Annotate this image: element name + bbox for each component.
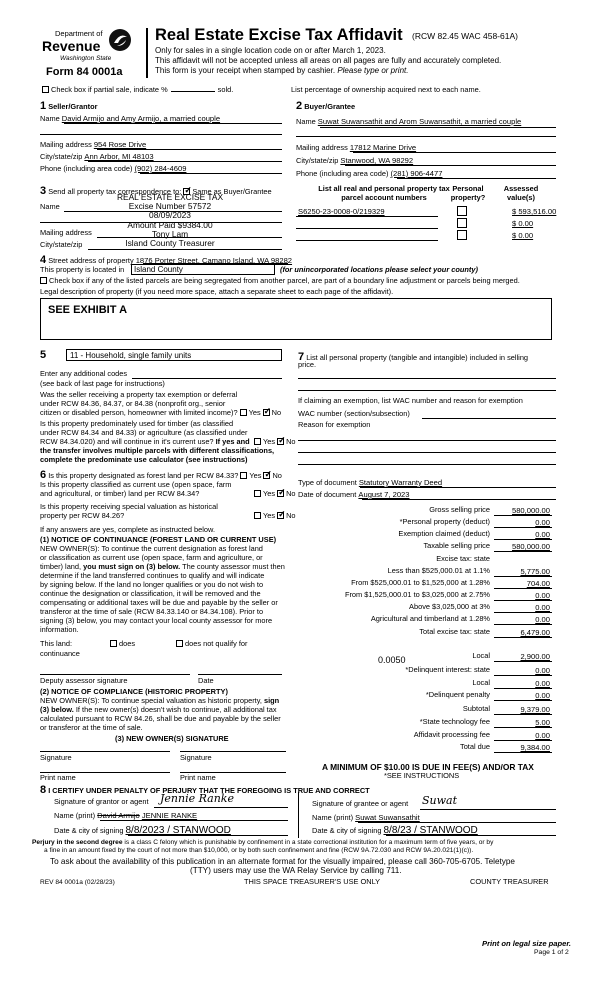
sec7-label2: price. <box>298 360 317 369</box>
partial-sale-row: Check box if partial sale, indicate % sold. <box>40 86 233 95</box>
seller-name[interactable]: David Armijo and Amy Armijo, a married couple <box>61 114 221 123</box>
print-name-label-2: Print name <box>180 773 216 782</box>
county-select[interactable]: Island County <box>131 264 275 275</box>
seller-name-row: Name David Armijo and Amy Armijo, a married couple <box>40 114 221 123</box>
wac-line <box>422 418 556 419</box>
dept-line3: Washington State <box>60 55 112 62</box>
doc-type[interactable]: Statutory Warranty Deed <box>358 478 443 487</box>
tax-row-value[interactable]: 6,479.00 <box>520 628 550 637</box>
tax-row-line <box>494 527 552 528</box>
tax-row-label: Affidavit processing fee <box>413 730 490 739</box>
buyer-name-row: Name Suwat Suwansathit and Arom Suwansathit, a married couple <box>296 117 522 126</box>
reason-line <box>298 464 556 465</box>
tax-row-line <box>494 700 552 701</box>
does-checkbox[interactable] <box>110 640 117 647</box>
s6-q3a: Is this property receiving special valuation as historical <box>40 502 218 511</box>
sec7-label: 7 List all personal property (tangible and intangible) included in selling <box>298 351 529 363</box>
rev-number: REV 84 0001a (02/28/23) <box>40 879 115 886</box>
buyer-city-row: City/state/zip Stanwood, WA 98292 <box>296 156 414 165</box>
tax-row-label: Excise tax: state <box>436 554 490 563</box>
q1a: Was the seller receiving a property tax exemption or deferral <box>40 390 238 399</box>
n1c: timber) land, you must sign on (3) below. The county assessor must then <box>40 562 285 571</box>
parcels-h5: Assessed <box>503 184 539 193</box>
tax-row-value[interactable]: 2,900.00 <box>520 652 550 661</box>
historic-yes-checkbox[interactable] <box>254 512 261 519</box>
signature-label-2: Signature <box>180 753 212 762</box>
seller-mail-line <box>97 149 282 150</box>
tax-row-label: Subtotal <box>462 704 490 713</box>
grantor-sig-line <box>154 807 288 808</box>
grantor-name-row: Name (print) David Armijo JENNIE RANKE <box>54 811 198 820</box>
buyer-phone-line <box>397 178 556 179</box>
tax-row-label: From $1,525,000.01 to $3,025,000 at 2.75% <box>344 590 490 599</box>
tax-row-value[interactable]: 0.00 <box>535 615 550 624</box>
forest-no-checkbox[interactable] <box>263 472 270 479</box>
treasurer-only: THIS SPACE TREASURER'S USE ONLY <box>244 877 381 886</box>
wac-label: WAC number (section/subsection) <box>298 409 410 418</box>
tax-row-value[interactable]: 580,000.00 <box>511 506 550 515</box>
exempt-label: If claiming an exemption, list WAC number and reason for exemption <box>298 396 523 405</box>
tax-row-line <box>494 624 552 625</box>
seller-phone[interactable]: (902) 284-4609 <box>134 164 187 173</box>
buyer-city-line <box>345 165 556 166</box>
see-back: (see back of last page for instructions) <box>40 379 165 388</box>
tax-row-value[interactable]: 5,775.00 <box>520 567 550 576</box>
dept-revenue: Revenue <box>42 38 101 54</box>
grantee-date-row: Date & city of signing 8/8/23 / STANWOOD <box>312 825 478 836</box>
partial-sale-checkbox[interactable] <box>42 86 49 93</box>
n1d: determine if the land transferred continues to qualify and will indicate <box>40 571 265 580</box>
assessed-value[interactable]: $ 593,516.00 <box>512 207 557 216</box>
form-rcw: (RCW 82.45 WAC 458-61A) <box>412 31 518 41</box>
tax-row-value[interactable]: 9,379.00 <box>520 705 550 714</box>
n1e: by signing below. If the land no longer qualifies or you do not wish to <box>40 580 264 589</box>
legal-text: SEE EXHIBIT A <box>48 304 128 316</box>
sec4-located-label: This property is located in <box>40 265 125 274</box>
tax-row-value[interactable]: 580,000.00 <box>511 542 550 551</box>
tax-row-value[interactable]: 0.00 <box>535 591 550 600</box>
tax-row-line <box>494 539 552 540</box>
sec3-city-line <box>88 249 282 250</box>
seller-heading: 1 Seller/Grantor <box>40 100 98 112</box>
personal-prop-line <box>298 390 556 391</box>
this-land-row: This land: <box>40 639 73 648</box>
minimum-note: A MINIMUM OF $10.00 IS DUE IN FEE(S) AND/OR TAX <box>322 762 534 772</box>
parcels-h1: List all real and personal property tax <box>318 184 450 193</box>
tax-row-label: Exemption claimed (deduct) <box>398 529 490 538</box>
tax-row-value[interactable]: 0.00 <box>535 603 550 612</box>
tax-row-label: *Personal property (deduct) <box>399 517 490 526</box>
grantor-date-city[interactable]: 8/8/2023 / STANWOOD <box>125 825 231 836</box>
tax-row-label: From $525,000.01 to $1,525,000 at 1.28% <box>351 578 490 587</box>
form-title: Real Estate Excise Tax Affidavit <box>155 26 403 44</box>
q1c: citizen or disabled person, homeowner with limited income)? Yes✓ No <box>40 409 281 418</box>
n3-heading: (3) NEW OWNER(S) SIGNATURE <box>115 734 229 743</box>
does-not-option: does not qualify for <box>174 640 247 649</box>
sec3-name-label: Name <box>40 202 60 211</box>
seller-phone-line <box>140 173 282 174</box>
deputy-sig-line <box>40 674 190 675</box>
tax-row-label: *Delinquent penalty <box>425 690 490 699</box>
tax-row-line <box>494 727 552 728</box>
grantor-signature[interactable]: Jennie Ranke <box>160 792 234 805</box>
personal-prop-checkbox[interactable] <box>457 206 467 219</box>
tax-row-label: Total excise tax: state <box>419 627 490 636</box>
seller-mail[interactable]: 954 Rose Drive <box>93 140 147 149</box>
access-line1: To ask about the availability of this publication in an alternate format for the visually impaired, please call 360-705-6705. Teletype <box>50 857 515 866</box>
n1g: compensating or additional taxes will be due and payable by the seller or <box>40 598 278 607</box>
tax-row-line <box>494 515 552 516</box>
grantor-agent-name[interactable]: JENNIE RANKE <box>141 811 198 820</box>
deputy-label: Deputy assessor signature <box>40 676 128 685</box>
s6-q1: 6 Is this property designated as forest land per RCW 84.33? Yes✓ No <box>40 469 282 482</box>
tax-row-value[interactable]: 0.00 <box>535 518 550 527</box>
seller-mail-row: Mailing address 954 Rose Drive <box>40 140 147 149</box>
parcel-line <box>296 228 438 229</box>
sec4-street-row: 4 Street address of property 1876 Porter Street, Camano Island, WA 98282 <box>40 254 293 266</box>
page-number: Page 1 of 2 <box>534 949 569 956</box>
sec3-mail-label: Mailing address <box>40 228 92 237</box>
assessed-value[interactable]: $ 0.00 <box>512 219 534 228</box>
doc-date[interactable]: August 7, 2023 <box>358 490 410 499</box>
assessed-value[interactable]: $ 0.00 <box>512 231 534 240</box>
perjury-line1: Perjury in the second degree is a class C felony which is punishable by confinement in a state correctional institution for a maximum term of five years, or by <box>32 839 494 846</box>
q2c: RCW 84.34.020) and will continue in it's current use? If yes and <box>40 437 250 446</box>
revenue-logo-icon <box>108 28 132 52</box>
tax-row-line <box>494 612 552 613</box>
tax-row-line <box>494 688 552 689</box>
s6-q2b: and agricultural, or timber) land per RCW 84.34? <box>40 489 200 498</box>
tax-row-value[interactable]: 0.00 <box>535 731 550 740</box>
n2d: or transferor at the time of sale. <box>40 723 143 732</box>
local-rate: 0.0050 <box>378 655 406 665</box>
sig-divider <box>298 792 299 838</box>
does-option: does <box>108 640 135 649</box>
q2-no-checkbox[interactable] <box>277 438 284 445</box>
reason-label: Reason for exemption <box>298 420 371 429</box>
personal-prop-checkbox[interactable] <box>457 218 467 231</box>
perjury-line2: a fine in an amount fixed by the court of not more than $10,000, or by both such confinement and fine (RCW 9A.72.030 and RCW 9A.20.021(1)(c)). <box>44 847 474 854</box>
form-number: Form 84 0001a <box>46 66 123 78</box>
doc-type-row: Type of document Statutory Warranty Deed <box>298 478 443 487</box>
buyer-heading: 2 Buyer/Grantee <box>296 100 356 112</box>
n2c: calculated pursuant to RCW 84.26, shall be due and payable by the seller <box>40 714 281 723</box>
buyer-mail[interactable]: 17812 Marine Drive <box>349 143 417 152</box>
grantor-date-row: Date & city of signing 8/8/2023 / STANWOOD <box>54 825 231 836</box>
s6-q3b: property per RCW 84.26? <box>40 511 125 520</box>
q2f: complete the predominate use calculator (see instructions) <box>40 455 248 464</box>
segregate-checkbox[interactable] <box>40 277 47 284</box>
seller-city-line <box>88 161 282 162</box>
doc-date-line <box>362 499 556 500</box>
s6-q3-yesno: Yes✓ No <box>252 512 296 521</box>
tax-row-line <box>494 576 552 577</box>
legal-label: Legal description of property (if you need more space, attach a separate sheet to each page of the affidavit). <box>40 287 394 296</box>
tax-row-line <box>494 637 552 638</box>
seller-city[interactable]: Ann Arbor, MI 48103 <box>84 152 154 161</box>
reason-line <box>298 440 556 441</box>
signature-label: Signature <box>40 753 72 762</box>
county-treasurer: COUNTY TREASURER <box>470 877 549 886</box>
personal-prop-line <box>298 378 556 379</box>
q1-yes-checkbox[interactable] <box>240 409 247 416</box>
tax-row-line <box>494 752 552 753</box>
tax-row-value[interactable]: 9,384.00 <box>520 743 550 752</box>
forest-yes-checkbox[interactable] <box>240 472 247 479</box>
grantee-signature[interactable]: Suwat <box>422 794 458 807</box>
property-street[interactable]: 1876 Porter Street, Camano Island, WA 98282 <box>135 256 293 265</box>
tax-row-label: *State technology fee <box>419 717 490 726</box>
n1j: information. <box>40 625 79 634</box>
q2-yes-checkbox[interactable] <box>254 438 261 445</box>
grantee-name-row: Name (print) Suwat Suwansathit <box>312 813 420 822</box>
tax-row-label: Local <box>472 678 490 687</box>
tax-row-label: *Delinquent interest: state <box>405 665 490 674</box>
s6-q2a: Is this property classified as current use (open space, farm <box>40 480 232 489</box>
owner-sig-line-2 <box>180 751 286 752</box>
grantee-date-city[interactable]: 8/8/23 / STANWOOD <box>383 825 478 836</box>
tax-row-line <box>494 551 552 552</box>
q1b: under RCW 84.36, 84.37, or 84.38 (nonprofit org., senior <box>40 399 226 408</box>
segregate-row: Check box if any of the listed parcels are being segregated from another parcel, are part of a boundary line adjustment or parcels being merged. <box>40 277 520 286</box>
buyer-city[interactable]: Stanwood, WA 98292 <box>340 156 414 165</box>
tax-row-line <box>494 588 552 589</box>
deputy-date-label: Date <box>198 676 214 685</box>
grantor-name[interactable]: David Armijo <box>97 811 140 820</box>
percent-note: List percentage of ownership acquired next to each name. <box>291 85 481 94</box>
legal-size-note: Print on legal size paper. <box>482 939 572 948</box>
s6-ifyes: If any answers are yes, complete as instructed below. <box>40 525 215 534</box>
tax-row-label: Taxable selling price <box>423 541 490 550</box>
q2b: under RCW 84.34 and 84.33) or agriculture (as classified under <box>40 428 248 437</box>
parcel-number[interactable]: S6250-23-0008-0/219329 <box>298 207 385 216</box>
tax-row-line <box>494 740 552 741</box>
parcels-h2: parcel account numbers <box>341 193 427 202</box>
tax-row-label: Above $3,025,000 at 3% <box>409 602 490 611</box>
buyer-name[interactable]: Suwat Suwansathit and Arom Suwansathit, a married couple <box>317 117 522 126</box>
tax-row-line <box>494 714 552 715</box>
parcels-h3: Personal <box>452 184 484 193</box>
buyer-name-line <box>320 127 556 128</box>
grantee-sig-line <box>420 809 556 810</box>
tax-row-label: Agricultural and timberland at 1.28% <box>370 614 490 623</box>
personal-prop-checkbox[interactable] <box>457 230 467 243</box>
deputy-date-line <box>198 674 282 675</box>
current-use-yes-checkbox[interactable] <box>254 490 261 497</box>
n1i: signing (3) below, you may contact your local county assessor for more <box>40 616 273 625</box>
tax-row-label: Gross selling price <box>429 505 490 514</box>
seller-phone-row: Phone (including area code) (902) 284-4609 <box>40 164 187 173</box>
tax-row-line <box>494 675 552 676</box>
buyer-phone[interactable]: (281) 906-4477 <box>390 169 443 178</box>
buyer-blank-line <box>296 136 556 137</box>
tax-row-value[interactable]: 0.00 <box>535 530 550 539</box>
parcels-h4: property? <box>450 193 486 202</box>
parcel-line <box>296 240 438 241</box>
tax-row-label: Local <box>472 651 490 660</box>
access-line2: (TTY) users may use the WA Relay Service by calling 711. <box>190 866 402 875</box>
addl-codes-label: Enter any additional codes <box>40 369 128 378</box>
n1h2: transferor at the time of sale (RCW 84.33.140 or 84.34.108). Prior to <box>40 607 264 616</box>
certify-row: 8 I CERTIFY UNDER PENALTY OF PERJURY THAT THE FOREGOING IS TRUE AND CORRECT <box>40 784 370 796</box>
header-divider <box>146 28 148 78</box>
header-sub1: Only for sales in a single location code on or after March 1, 2023. <box>155 46 386 55</box>
doc-date-row: Date of document August 7, 2023 <box>298 490 410 499</box>
q1-no-checkbox[interactable] <box>263 409 270 416</box>
tax-row-value[interactable]: 0.00 <box>535 679 550 688</box>
n1b: or classification as current use (open space, farm and agriculture, or <box>40 553 263 562</box>
continuance-label: continuance <box>40 649 80 658</box>
historic-no-checkbox[interactable] <box>277 512 284 519</box>
seller-city-row: City/state/zip Ann Arbor, MI 48103 <box>40 152 154 161</box>
tax-row-label: Total due <box>460 742 490 751</box>
n2a: NEW OWNER(S): To continue special valuation as historic property, sign <box>40 696 280 705</box>
tax-row-label: Less than $525,000.01 at 1.1% <box>387 566 490 575</box>
owner-sig-line <box>40 751 170 752</box>
buyer-mail-line <box>353 152 556 153</box>
see-instructions: *SEE INSTRUCTIONS <box>384 771 460 780</box>
seller-name-line <box>64 123 282 124</box>
sec5-num: 5 <box>40 349 47 361</box>
n1-heading: (1) NOTICE OF CONTINUANCE (FOREST LAND OR CURRENT USE) <box>40 535 277 544</box>
buyer-mail-row: Mailing address 17812 Marine Drive <box>296 143 417 152</box>
q2e: the transfer involves multiple parcels with different classifications, <box>40 446 275 455</box>
q2a: Is this property predominately used for timber (as classified <box>40 419 234 428</box>
tax-row-line <box>494 661 552 662</box>
sec3-heading: 3 Send all property tax correspondence to:✓ Same as Buyer/Grantee <box>40 185 272 198</box>
tax-row-value[interactable]: 0.00 <box>535 691 550 700</box>
seller-blank-line <box>40 134 282 135</box>
n1f: continue the designation or classification, it will be removed and the <box>40 589 261 598</box>
tax-row-line <box>494 600 552 601</box>
n2b: (3) below. If the new owner(s) doesn't wish to continue, all additional tax <box>40 705 277 714</box>
sec3-city-label: City/state/zip <box>40 240 83 249</box>
grantee-name[interactable]: Suwat Suwansathit <box>355 813 420 822</box>
grantor-date-line <box>128 835 288 836</box>
doc-type-line <box>360 487 556 488</box>
current-use-no-checkbox[interactable] <box>277 490 284 497</box>
n1a: NEW OWNER(S): To continue the current designation as forest land <box>40 544 263 553</box>
grantor-sig-label: Signature of grantor or agent <box>54 797 149 806</box>
reason-line <box>298 452 556 453</box>
parcels-h6: value(s) <box>507 193 535 202</box>
q2-yesno: Yes✓ No <box>252 438 296 447</box>
header-sub3: This form is your receipt when stamped by cashier. Please type or print. <box>155 66 409 75</box>
grantor-name-line <box>100 820 288 821</box>
grantee-name-line <box>358 822 556 823</box>
located-note: (for unincorporated locations please select your county) <box>280 265 478 274</box>
n2-heading: (2) NOTICE OF COMPLIANCE (HISTORIC PROPERTY) <box>40 687 228 696</box>
parcel-line <box>296 216 438 217</box>
dept-line1: Department of <box>55 29 103 38</box>
tax-row-value[interactable]: 0.00 <box>535 666 550 675</box>
grantee-date-line <box>386 835 556 836</box>
tax-row-value[interactable]: 5.00 <box>535 718 550 727</box>
use-code-select[interactable]: 11 - Household, single family units <box>66 349 282 361</box>
print-name-label: Print name <box>40 773 76 782</box>
header-sub2: This affidavit will not be accepted unless all areas on all pages are fully and accurately completed. <box>155 56 502 65</box>
buyer-phone-row: Phone (including area code) (281) 906-4477 <box>296 169 443 178</box>
tax-row-value[interactable]: 704.00 <box>526 579 550 588</box>
treasurer-stamp: REAL ESTATE EXCISE TAX Excise Number 57572 08/09/2023 Amount Paid $9384.00 Tony Lam Island County Treasurer <box>116 192 224 249</box>
does-not-checkbox[interactable] <box>176 640 183 647</box>
s6-q2-yesno: Yes✓ No <box>252 490 296 499</box>
grantee-sig-label: Signature of grantee or agent <box>312 799 409 808</box>
